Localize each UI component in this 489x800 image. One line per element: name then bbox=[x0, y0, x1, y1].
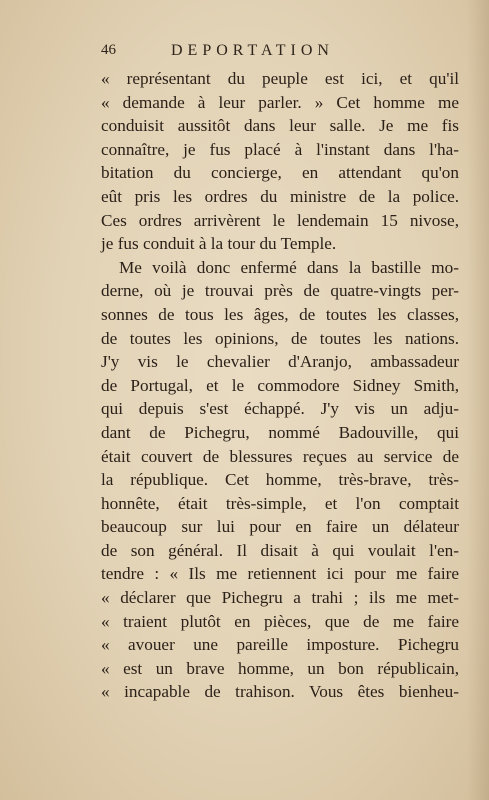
text-line: de son général. Il disait à qui voulait l'en- bbox=[101, 540, 459, 560]
text-line: Me voilà donc enfermé dans la bastille mo- bbox=[119, 257, 459, 277]
text-line: Ces ordres arrivèrent le lendemain 15 nivose, bbox=[101, 210, 459, 230]
text-line: la république. Cet homme, très-brave, très- bbox=[101, 470, 459, 490]
text-line: « déclarer que Pichegru a trahi ; ils me met- bbox=[101, 588, 459, 608]
text-line: « traient plutôt en pièces, que de me faire bbox=[101, 611, 459, 631]
page-edge-shadow bbox=[467, 0, 489, 800]
text-line: dant de Pichegru, nommé Badouville, qui bbox=[101, 422, 459, 442]
text-line: de Portugal, et le commodore Sidney Smith, bbox=[101, 375, 459, 395]
text-line: sonnes de tous les âges, de toutes les classes, bbox=[101, 304, 459, 324]
text-line: était couvert de blessures reçues au service de bbox=[101, 446, 459, 466]
text-line: eût pris les ordres du ministre de la police. bbox=[101, 186, 459, 206]
body-text bbox=[101, 67, 459, 704]
text-line: bitation du concierge, en attendant qu'on bbox=[101, 163, 459, 183]
text-line: « est un brave homme, un bon républicain, bbox=[101, 658, 459, 678]
text-line: je fus conduit à la tour du Temple. bbox=[101, 234, 337, 254]
paragraph-1 bbox=[101, 67, 459, 256]
text-line: conduisit aussitôt dans leur salle. Je me fis bbox=[101, 116, 459, 136]
text-line: J'y vis le chevalier d'Aranjo, ambassadeur bbox=[101, 352, 459, 372]
text-line: « demande à leur parler. » Cet homme me bbox=[101, 92, 459, 112]
text-line: connaître, je fus placé à l'instant dans l'ha- bbox=[101, 139, 459, 159]
text-line: de toutes les opinions, de toutes les nations. bbox=[101, 328, 459, 348]
text-line: « incapable de trahison. Vous êtes bienheu- bbox=[101, 682, 459, 702]
page-number: 46 bbox=[101, 42, 116, 58]
running-title: DEPORTATION bbox=[171, 42, 334, 59]
text-line: beaucoup sur lui pour en faire un délateur bbox=[101, 517, 459, 537]
text-line: « représentant du peuple est ici, et qu'il bbox=[101, 69, 459, 88]
text-line: « avouer une pareille imposture. Pichegru bbox=[101, 635, 459, 655]
text-line: qui depuis s'est échappé. J'y vis un adju- bbox=[101, 399, 459, 419]
text-line: derne, où je trouvai près de quatre-vingts per- bbox=[101, 281, 459, 301]
page-header bbox=[101, 42, 401, 66]
paragraph-2 bbox=[101, 256, 459, 704]
text-line: honnête, était très-simple, et l'on comptait bbox=[101, 493, 459, 513]
text-line: tendre : « Ils me retiennent ici pour me faire bbox=[101, 564, 459, 584]
